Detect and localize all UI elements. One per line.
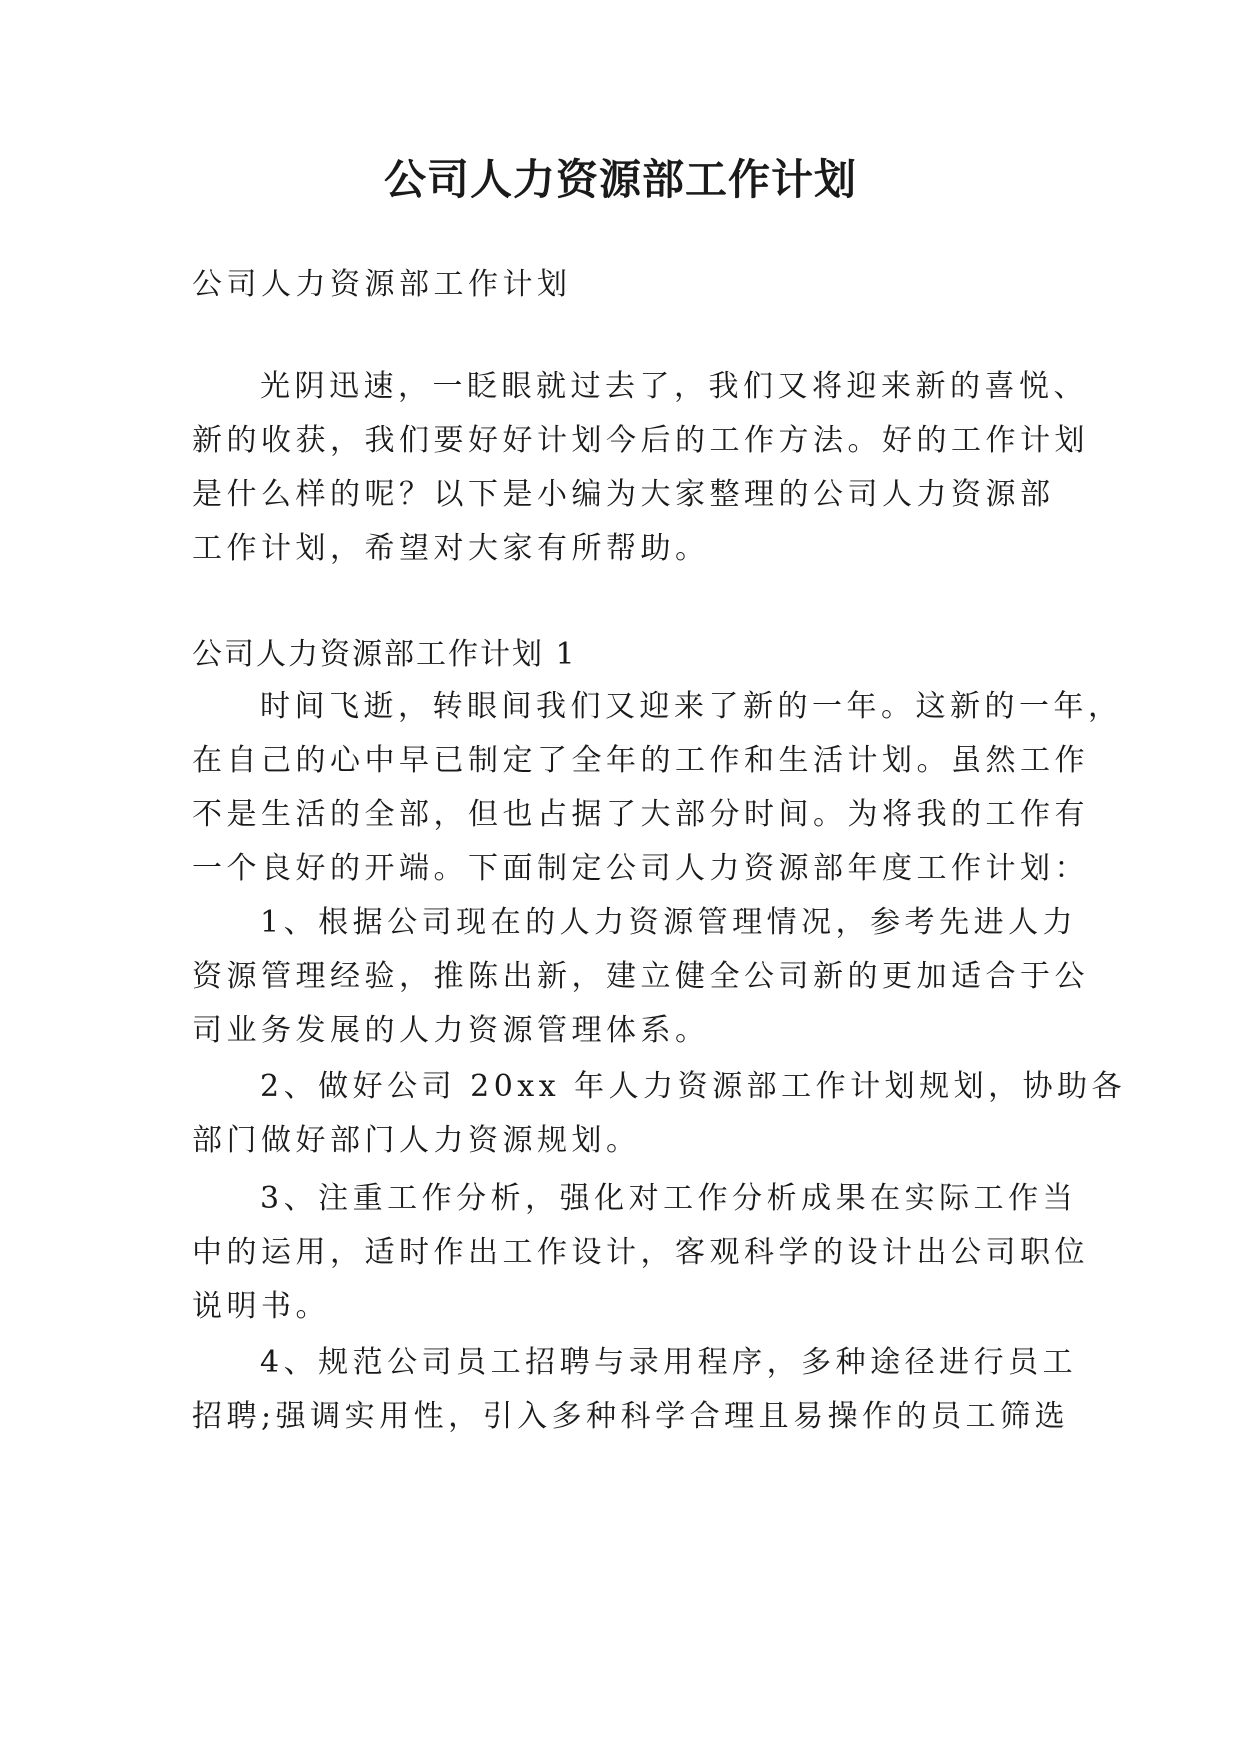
body-line: 3、注重工作分析，强化对工作分析成果在实际工作当 <box>260 1181 1078 1216</box>
body-line: 一个良好的开端。下面制定公司人力资源部年度工作计划： <box>192 851 1089 886</box>
body-line: 在自己的心中早已制定了全年的工作和生活计划。虽然工作 <box>192 743 1089 778</box>
body-line: 中的运用，适时作出工作设计，客观科学的设计出公司职位 <box>192 1235 1089 1270</box>
intro-line: 新的收获，我们要好好计划今后的工作方法。好的工作计划 <box>192 423 1089 458</box>
document-title: 公司人力资源部工作计划 <box>383 155 857 204</box>
document-subtitle: 公司人力资源部工作计划 <box>192 267 572 302</box>
body-line: 部门做好部门人力资源规划。 <box>192 1123 641 1158</box>
body-line: 4、规范公司员工招聘与录用程序，多种途径进行员工 <box>260 1345 1078 1380</box>
body-line: 司业务发展的人力资源管理体系。 <box>192 1013 710 1048</box>
body-line: 2、做好公司 20xx 年人力资源部工作计划规划，协助各 <box>260 1069 1127 1104</box>
intro-line: 工作计划，希望对大家有所帮助。 <box>192 531 710 566</box>
section-heading: 公司人力资源部工作计划 1 <box>192 637 577 672</box>
intro-line: 光阴迅速，一眨眼就过去了，我们又将迎来新的喜悦、 <box>260 369 1088 404</box>
body-line: 1、根据公司现在的人力资源管理情况，参考先进人力 <box>260 905 1078 940</box>
intro-line: 是什么样的呢？以下是小编为大家整理的公司人力资源部 <box>192 477 1055 512</box>
body-line: 说明书。 <box>192 1289 330 1324</box>
body-line: 招聘;强调实用性，引入多种科学合理且易操作的员工筛选 <box>192 1399 1070 1434</box>
body-line: 时间飞逝，转眼间我们又迎来了新的一年。这新的一年， <box>260 689 1123 724</box>
body-line: 不是生活的全部，但也占据了大部分时间。为将我的工作有 <box>192 797 1089 832</box>
body-line: 资源管理经验，推陈出新，建立健全公司新的更加适合于公 <box>192 959 1089 994</box>
